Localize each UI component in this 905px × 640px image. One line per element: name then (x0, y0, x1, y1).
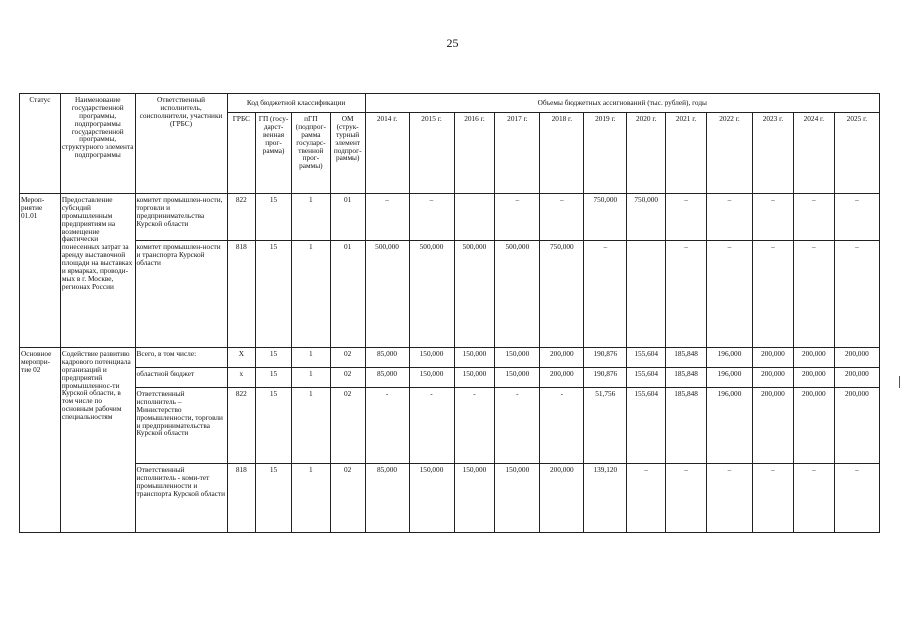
value-cell: – (753, 194, 794, 241)
executor-cell: Всего, в том числе: (135, 348, 227, 368)
grbs-cell: 822 (227, 194, 256, 241)
value-cell: 150,000 (454, 348, 495, 368)
om-cell: 01 (330, 194, 365, 241)
value-cell: - (365, 388, 409, 464)
om-cell: 02 (330, 388, 365, 464)
value-cell: 150,000 (409, 368, 454, 388)
om-cell: 02 (330, 464, 365, 533)
value-cell: – (707, 464, 753, 533)
gp-cell: 15 (256, 388, 292, 464)
value-cell: 500,000 (495, 241, 540, 348)
table-row (20, 464, 880, 533)
value-cell: 190,876 (584, 368, 627, 388)
value-cell: 150,000 (495, 348, 540, 368)
value-cell: 190,876 (584, 348, 627, 368)
grbs-cell: 822 (227, 388, 256, 464)
status-cell: Основное меропри-тие 02 (20, 348, 61, 533)
header-year: 2017 г. (495, 113, 540, 194)
value-cell: – (540, 194, 584, 241)
header-om: ОМ (струк-турный элемент подпрог-раммы) (330, 113, 365, 194)
value-cell: – (365, 194, 409, 241)
header-year: 2021 г. (666, 113, 707, 194)
value-cell: 196,000 (707, 348, 753, 368)
value-cell: - (495, 388, 540, 464)
gp-cell: 15 (256, 464, 292, 533)
value-cell: – (495, 194, 540, 241)
header-year: 2019 г. (584, 113, 627, 194)
table-row (20, 388, 880, 464)
value-cell: 200,000 (793, 388, 834, 464)
value-cell: 51,756 (584, 388, 627, 464)
value-cell: 150,000 (409, 348, 454, 368)
header-year: 2020 г. (627, 113, 666, 194)
value-cell: 200,000 (753, 348, 794, 368)
executor-cell: комитет промышлен-ности, торговли и предпринимательства Курской области (135, 194, 227, 241)
value-cell: 150,000 (495, 368, 540, 388)
value-cell: 200,000 (753, 368, 794, 388)
value-cell: – (666, 464, 707, 533)
value-cell: - (409, 388, 454, 464)
value-cell (454, 194, 495, 241)
header-volume-group: Объемы бюджетных ассигнований (тыс. рублей), годы (365, 94, 879, 113)
value-cell: 185,848 (666, 348, 707, 368)
value-cell: 196,000 (707, 368, 753, 388)
value-cell: 85,000 (365, 368, 409, 388)
grbs-cell: x (227, 368, 256, 388)
value-cell: – (666, 194, 707, 241)
executor-cell: областной бюджет (135, 368, 227, 388)
value-cell: 185,848 (666, 388, 707, 464)
name-cell: Содействие развитию кадрового потенциала организаций и предприятий промышленнос-ти Курской области, в том числе по основным рабочим специальностям (60, 348, 135, 533)
header-gp: ГП (госу-дарст-венная прог-рамма) (256, 113, 292, 194)
value-cell: 200,000 (834, 368, 879, 388)
header-year: 2018 г. (540, 113, 584, 194)
value-cell: 500,000 (409, 241, 454, 348)
value-cell: – (834, 194, 879, 241)
value-cell: – (666, 241, 707, 348)
pgp-cell: 1 (291, 368, 330, 388)
value-cell: - (540, 388, 584, 464)
pgp-cell: 1 (291, 464, 330, 533)
pgp-cell: 1 (291, 241, 330, 348)
gp-cell: 15 (256, 194, 292, 241)
executor-cell: Ответственный исполнитель - коми-тет промышленности и транспорта Курской области (135, 464, 227, 533)
executor-cell: Ответственный исполнитель – Министерство промышленности, торговли и предпринимательства Курской области (135, 388, 227, 464)
value-cell: 200,000 (834, 388, 879, 464)
value-cell: 200,000 (540, 464, 584, 533)
header-executor: Ответственный исполнитель, соисполнители, участники (ГРБС) (135, 94, 227, 194)
header-year: 2014 г. (365, 113, 409, 194)
value-cell: 500,000 (454, 241, 495, 348)
gp-cell: 15 (256, 368, 292, 388)
value-cell: 200,000 (540, 348, 584, 368)
value-cell: - (454, 388, 495, 464)
table-row (20, 368, 880, 388)
value-cell: 155,604 (627, 348, 666, 368)
pgp-cell: 1 (291, 194, 330, 241)
value-cell: – (753, 241, 794, 348)
header-name: Наименование государственной программы, подпрограммы государственной программы, структурного элемента подпрограммы (60, 94, 135, 194)
value-cell: – (584, 241, 627, 348)
header-year: 2016 г. (454, 113, 495, 194)
value-cell: 200,000 (540, 368, 584, 388)
value-cell: 196,000 (707, 388, 753, 464)
value-cell: – (793, 241, 834, 348)
value-cell: 200,000 (753, 388, 794, 464)
budget-table (19, 93, 880, 533)
value-cell: – (409, 194, 454, 241)
header-year: 2022 г. (707, 113, 753, 194)
value-cell (627, 241, 666, 348)
value-cell: 85,000 (365, 464, 409, 533)
header-grbs: ГРБС (227, 113, 256, 194)
value-cell: 155,604 (627, 388, 666, 464)
header-code-group: Код бюджетной классификации (227, 94, 365, 113)
scan-edge-mark (899, 376, 900, 388)
value-cell: – (834, 241, 879, 348)
value-cell: 139,120 (584, 464, 627, 533)
header-year: 2023 г. (753, 113, 794, 194)
executor-cell: комитет промышлен-ности и транспорта Курской области (135, 241, 227, 348)
om-cell: 01 (330, 241, 365, 348)
value-cell: – (753, 464, 794, 533)
grbs-cell: X (227, 348, 256, 368)
value-cell: 150,000 (409, 464, 454, 533)
pgp-cell: 1 (291, 388, 330, 464)
value-cell: – (627, 464, 666, 533)
om-cell: 02 (330, 348, 365, 368)
value-cell: – (707, 241, 753, 348)
value-cell: 150,000 (454, 464, 495, 533)
header-status: Статус (20, 94, 61, 194)
value-cell: 750,000 (627, 194, 666, 241)
table-row (20, 241, 880, 348)
value-cell: 750,000 (584, 194, 627, 241)
value-cell: 155,604 (627, 368, 666, 388)
value-cell: 750,000 (540, 241, 584, 348)
status-cell: Мероп-риятие 01.01 (20, 194, 61, 348)
value-cell: 150,000 (454, 368, 495, 388)
value-cell: 200,000 (834, 348, 879, 368)
page-number: 25 (446, 36, 459, 50)
pgp-cell: 1 (291, 348, 330, 368)
value-cell: 185,848 (666, 368, 707, 388)
header-row-1 (20, 94, 880, 113)
value-cell: 150,000 (495, 464, 540, 533)
value-cell: 500,000 (365, 241, 409, 348)
value-cell: 85,000 (365, 348, 409, 368)
header-year: 2025 г. (834, 113, 879, 194)
value-cell: 200,000 (793, 348, 834, 368)
name-cell: Предоставление субсидий промышленным предприятиям на возмещение фактически понесенных затрат за аренду выставочной площади на выставках и ярмарках, проводи-мых в г. Москве, регионах России (60, 194, 135, 348)
value-cell: – (707, 194, 753, 241)
value-cell: 200,000 (793, 368, 834, 388)
header-year: 2024 г. (793, 113, 834, 194)
gp-cell: 15 (256, 348, 292, 368)
table-row (20, 348, 880, 368)
grbs-cell: 818 (227, 241, 256, 348)
grbs-cell: 818 (227, 464, 256, 533)
value-cell: – (793, 464, 834, 533)
value-cell: – (834, 464, 879, 533)
gp-cell: 15 (256, 241, 292, 348)
om-cell: 02 (330, 368, 365, 388)
table-row (20, 194, 880, 241)
header-year: 2015 г. (409, 113, 454, 194)
value-cell: – (793, 194, 834, 241)
header-pgp: пГП (подпрог-рамма госуларс-твенной прог-раммы) (291, 113, 330, 194)
